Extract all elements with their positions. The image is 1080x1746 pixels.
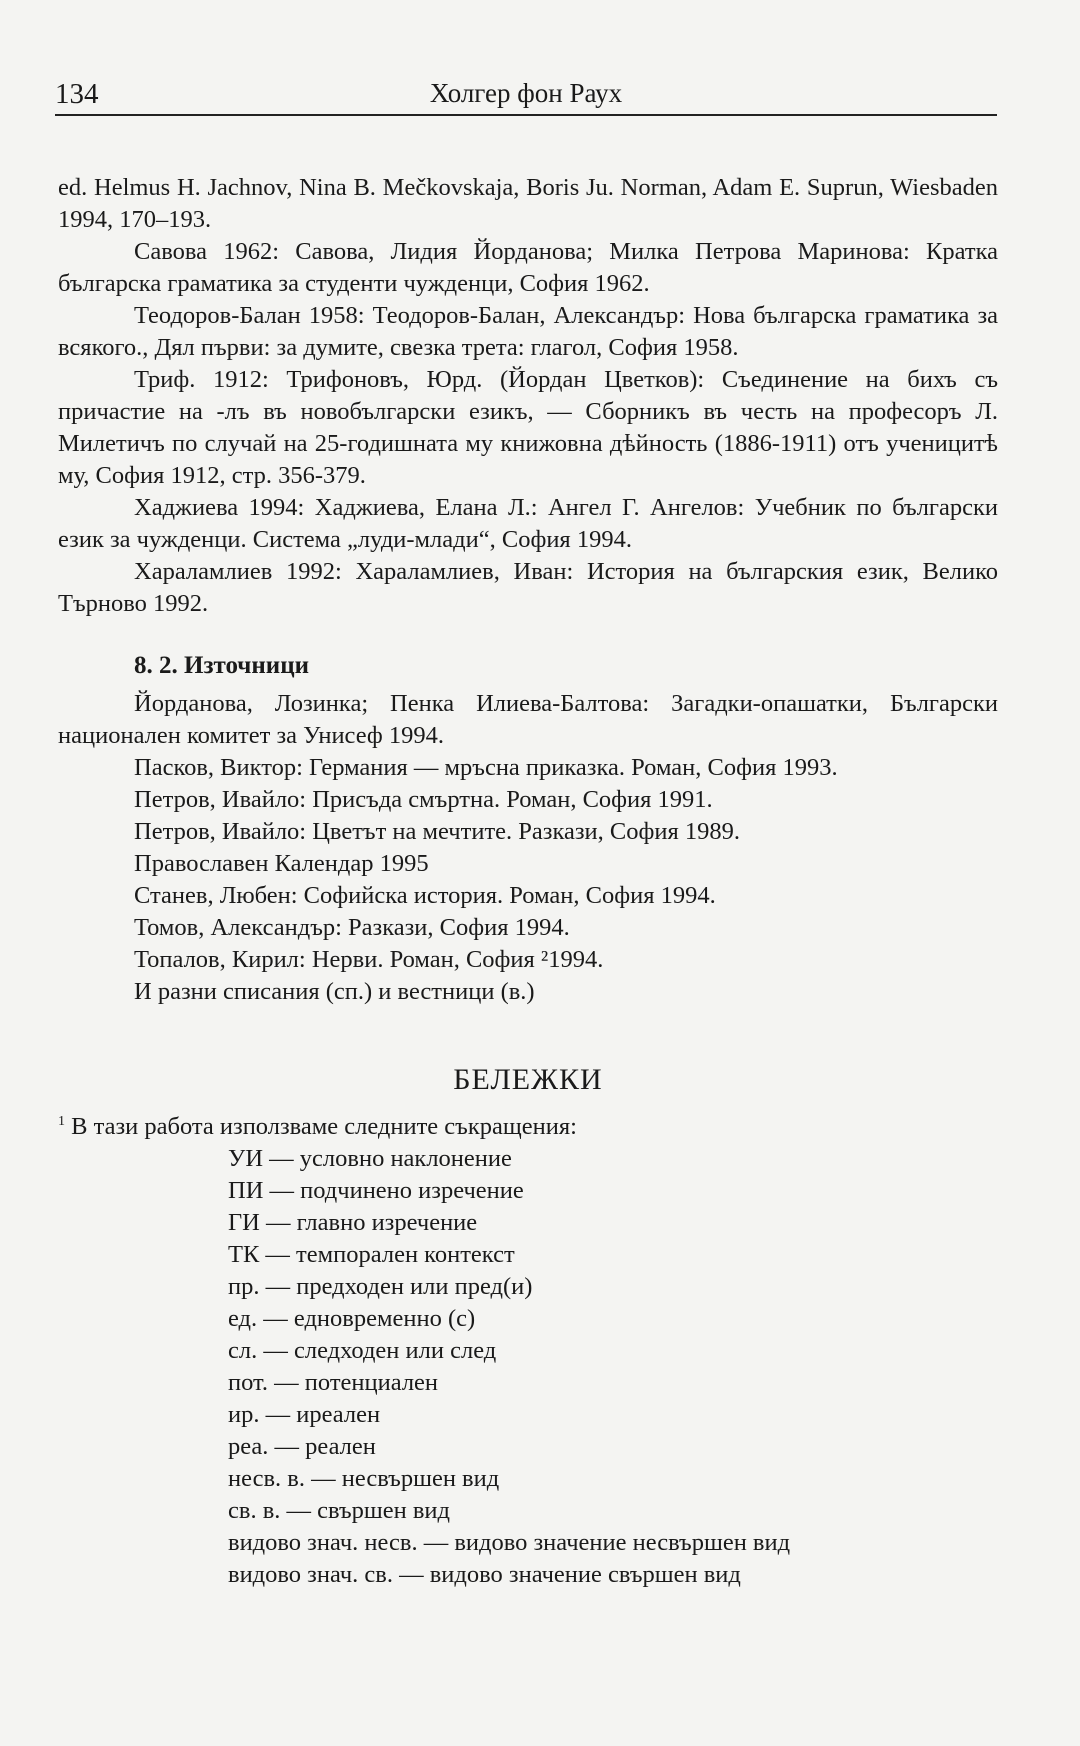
reference-entry: Теодоров-Балан 1958: Теодоров-Балан, Александър: Нова българска граматика за всякого., Дял първи: за думите, свезка трета: глагол, София 1958.: [58, 302, 998, 361]
sources-heading: 8. 2. Източници: [134, 652, 310, 679]
abbreviation-item: ПИ — подчинено изречение: [228, 1177, 524, 1204]
abbreviation-item: УИ — условно наклонение: [228, 1145, 512, 1172]
abbreviation-item: св. в. — свършен вид: [228, 1497, 451, 1524]
source-entry: Топалов, Кирил: Нерви. Роман, София ²1994.: [134, 946, 604, 973]
abbreviation-item: сл. — следходен или след: [228, 1337, 497, 1364]
footnote-marker: 1: [58, 1114, 65, 1129]
abbreviation-item: ед. — едновременно (с): [228, 1305, 476, 1332]
footnote-intro: [58, 1106, 998, 1143]
page-header: [55, 72, 997, 116]
abbreviation-item: пот. — потенциален: [228, 1369, 439, 1396]
reference-entry: ed. Helmus H. Jachnov, Nina B. Mečkovskaja, Boris Ju. Norman, Adam E. Suprun, Wiesbaden 1994, 170–193.: [58, 174, 998, 233]
abbreviation-item: несв. в. — несвършен вид: [228, 1465, 500, 1492]
running-head: Холгер фон Раух: [429, 78, 623, 108]
page-number: 134: [55, 78, 99, 110]
abbreviation-item: видово знач. св. — видово значение свършен вид: [228, 1561, 741, 1588]
header-rule: [55, 114, 997, 116]
source-entry: Православен Календар 1995: [134, 850, 429, 877]
footnote-text: В тази работа използваме следните съкращения:: [71, 1113, 577, 1140]
source-entry: И разни списания (сп.) и вестници (в.): [134, 978, 535, 1005]
abbreviation-item: ир. — иреален: [228, 1401, 381, 1428]
notes-heading: БЕЛЕЖКИ: [453, 1063, 603, 1096]
abbreviation-item: ГИ — главно изречение: [228, 1209, 478, 1236]
page-body: [58, 172, 998, 1591]
source-entry: Пасков, Виктор: Германия — мръсна приказка. Роман, София 1993.: [134, 754, 838, 781]
abbreviation-item: реа. — реален: [228, 1433, 376, 1460]
source-entry: Томов, Александър: Разкази, София 1994.: [134, 914, 570, 941]
source-entry: Петров, Ивайло: Присъда смъртна. Роман, София 1991.: [134, 786, 713, 813]
abbreviation-item: видово знач. несв. — видово значение несвършен вид: [228, 1529, 791, 1556]
source-entry: Станев, Любен: Софийска история. Роман, София 1994.: [134, 882, 716, 909]
reference-entry: Савова 1962: Савова, Лидия Йорданова; Милка Петрова Маринова: Кратка българска граматика за студенти чужденци, София 1962.: [58, 238, 998, 297]
abbreviation-item: ТК — темпорален контекст: [228, 1241, 515, 1268]
abbreviation-item: пр. — предходен или пред(и): [228, 1273, 533, 1300]
source-entry: Петров, Ивайло: Цветът на мечтите. Разкази, София 1989.: [134, 818, 740, 845]
source-entry: Йорданова, Лозинка; Пенка Илиева-Балтова: Загадки-опашатки, Български национален комитет за Унисеф 1994.: [58, 690, 998, 749]
reference-entry: Хаджиева 1994: Хаджиева, Елана Л.: Ангел Г. Ангелов: Учебник по български език за чужденци. Система „луди-млади“, София 1994.: [58, 494, 998, 553]
reference-entry: Хараламлиев 1992: Хараламлиев, Иван: История на българския език, Велико Търново 1992.: [58, 558, 998, 617]
reference-entry: Триф. 1912: Трифоновъ, Юрд. (Йордан Цветков): Съединение на бихъ съ причастие на -лъ въ новобългарски езикъ, — Сборникъ въ честь на професоръ Л. Милетичъ по случай на 25-годишната му книжовна дѣйность (1886-1911) отъ ученицитѣ му, София 1912, стр. 356-379.: [58, 366, 998, 489]
